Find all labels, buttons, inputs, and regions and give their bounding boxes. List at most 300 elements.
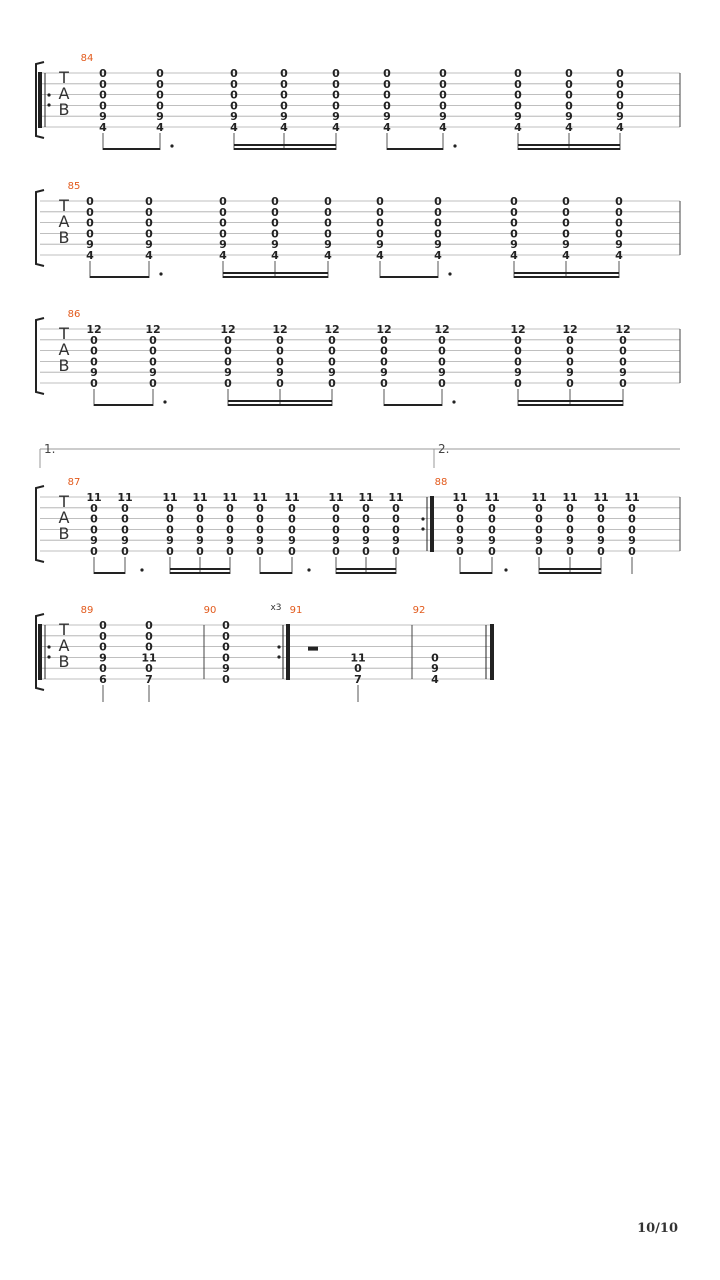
- fret-number: 0: [510, 227, 518, 241]
- tab-clef-letter: A: [58, 84, 70, 103]
- repeat-end-thick-bar: [286, 624, 290, 680]
- fret-number: 0: [535, 501, 543, 515]
- fret-number: 0: [383, 99, 391, 113]
- fret-number: 11: [284, 491, 300, 504]
- beam: [234, 144, 336, 146]
- beam: [518, 404, 623, 406]
- tab-clef-letter: A: [58, 508, 70, 527]
- measure-number: 85: [67, 181, 81, 192]
- fret-number: 0: [392, 512, 400, 526]
- fret-number: 4: [99, 121, 107, 134]
- fret-number: 0: [566, 523, 574, 537]
- fret-number: 0: [90, 377, 98, 390]
- fret-number: 0: [628, 545, 636, 558]
- fret-number: 9: [328, 366, 336, 380]
- fret-number: 0: [488, 523, 496, 537]
- fret-number: 0: [149, 344, 157, 358]
- fret-number: 0: [256, 545, 264, 558]
- fret-number: 0: [439, 67, 447, 80]
- fret-number: 4: [156, 121, 164, 134]
- beam: [518, 400, 623, 402]
- fret-number: 0: [332, 88, 340, 102]
- repeat-dot: [421, 527, 424, 530]
- fret-number: 0: [271, 216, 279, 230]
- measure-number: 89: [80, 605, 94, 616]
- fret-number: 0: [166, 523, 174, 537]
- fret-number: 12: [510, 323, 526, 336]
- fret-number: 0: [196, 523, 204, 537]
- fret-number: 0: [276, 355, 284, 369]
- measure-number: 90: [203, 605, 217, 616]
- fret-number: 0: [488, 501, 496, 515]
- fret-number: 9: [616, 110, 624, 124]
- fret-number: 9: [380, 366, 388, 380]
- fret-number: 0: [514, 77, 522, 91]
- rhythm-dot: [159, 272, 162, 275]
- fret-number: 0: [619, 333, 627, 347]
- fret-number: 11: [358, 491, 374, 504]
- fret-number: 9: [99, 110, 107, 124]
- fret-number: 9: [166, 534, 174, 548]
- fret-number: 0: [332, 67, 340, 80]
- fret-number: 7: [145, 673, 153, 686]
- fret-number: 0: [226, 512, 234, 526]
- fret-number: 11: [452, 491, 468, 504]
- fret-number: 9: [562, 238, 570, 252]
- fret-number: 0: [616, 77, 624, 91]
- fret-number: 9: [99, 651, 107, 665]
- fret-number: 0: [156, 77, 164, 91]
- tab-clef-letter: B: [58, 228, 70, 247]
- fret-number: 4: [439, 121, 447, 134]
- fret-number: 0: [222, 673, 230, 686]
- fret-number: 4: [514, 121, 522, 134]
- fret-number: 0: [535, 523, 543, 537]
- fret-number: 9: [121, 534, 129, 548]
- fret-number: 0: [226, 523, 234, 537]
- beam: [460, 572, 492, 574]
- fret-number: 12: [86, 323, 102, 336]
- fret-number: 0: [565, 88, 573, 102]
- fret-number: 9: [566, 534, 574, 548]
- fret-number: 0: [288, 512, 296, 526]
- fret-number: 0: [376, 205, 384, 219]
- fret-number: 0: [145, 662, 153, 676]
- beam: [223, 276, 328, 278]
- fret-number: 0: [90, 333, 98, 347]
- fret-number: 0: [166, 512, 174, 526]
- fret-number: 9: [288, 534, 296, 548]
- tab-clef-letter: T: [59, 68, 69, 87]
- fret-number: 0: [566, 355, 574, 369]
- fret-number: 0: [616, 88, 624, 102]
- fret-number: 0: [514, 88, 522, 102]
- fret-number: 0: [456, 523, 464, 537]
- fret-number: 0: [510, 195, 518, 208]
- fret-number: 9: [219, 238, 227, 252]
- fret-number: 9: [90, 534, 98, 548]
- fret-number: 4: [616, 121, 624, 134]
- fret-number: 4: [562, 249, 570, 262]
- fret-number: 0: [383, 67, 391, 80]
- fret-number: 0: [354, 662, 362, 676]
- fret-number: 0: [145, 205, 153, 219]
- beam: [514, 272, 619, 274]
- fret-number: 0: [362, 512, 370, 526]
- fret-number: 0: [439, 99, 447, 113]
- fret-number: 0: [230, 77, 238, 91]
- fret-number: 0: [271, 205, 279, 219]
- fret-number: 0: [438, 377, 446, 390]
- fret-number: 4: [280, 121, 288, 134]
- fret-number: 0: [535, 512, 543, 526]
- fret-number: 9: [488, 534, 496, 548]
- fret-number: 0: [86, 205, 94, 219]
- fret-number: 0: [619, 377, 627, 390]
- fret-number: 0: [566, 377, 574, 390]
- fret-number: 0: [456, 512, 464, 526]
- fret-number: 0: [514, 355, 522, 369]
- fret-number: 9: [156, 110, 164, 124]
- page-number: 10/10: [637, 1221, 678, 1236]
- fret-number: 0: [276, 344, 284, 358]
- measure-number: 84: [80, 53, 94, 64]
- fret-number: 9: [510, 238, 518, 252]
- fret-number: 0: [121, 512, 129, 526]
- fret-number: 0: [376, 195, 384, 208]
- fret-number: 12: [376, 323, 392, 336]
- fret-number: 7: [354, 673, 362, 686]
- fret-number: 0: [456, 501, 464, 515]
- fret-number: 9: [90, 366, 98, 380]
- fret-number: 11: [141, 651, 157, 665]
- fret-number: 0: [392, 545, 400, 558]
- fret-number: 9: [383, 110, 391, 124]
- beam: [387, 148, 443, 150]
- fret-number: 0: [514, 344, 522, 358]
- fret-number: 0: [222, 640, 230, 654]
- fret-number: 0: [562, 205, 570, 219]
- repeat-dot: [47, 103, 50, 106]
- fret-number: 0: [566, 545, 574, 558]
- fret-number: 0: [226, 545, 234, 558]
- fret-number: 0: [488, 545, 496, 558]
- fret-number: 4: [230, 121, 238, 134]
- fret-number: 0: [86, 227, 94, 241]
- fret-number: 0: [438, 333, 446, 347]
- fret-number: 0: [562, 195, 570, 208]
- fret-number: 4: [434, 249, 442, 262]
- fret-number: 9: [145, 238, 153, 252]
- fret-number: 9: [362, 534, 370, 548]
- beam: [336, 572, 396, 574]
- beam: [384, 404, 442, 406]
- fret-number: 0: [332, 99, 340, 113]
- fret-number: 0: [565, 67, 573, 80]
- measure-number: 92: [412, 605, 426, 616]
- fret-number: 0: [145, 629, 153, 643]
- tab-clef-letter: B: [58, 100, 70, 119]
- fret-number: 0: [439, 77, 447, 91]
- beam: [518, 148, 620, 150]
- fret-number: 9: [514, 110, 522, 124]
- fret-number: 11: [328, 491, 344, 504]
- beam: [514, 276, 619, 278]
- fret-number: 9: [332, 110, 340, 124]
- beam: [228, 404, 332, 406]
- fret-number: 0: [383, 77, 391, 91]
- fret-number: 0: [566, 333, 574, 347]
- fret-number: 4: [86, 249, 94, 262]
- fret-number: 0: [99, 77, 107, 91]
- rhythm-dot: [452, 400, 455, 403]
- fret-number: 0: [434, 216, 442, 230]
- fret-number: 0: [121, 501, 129, 515]
- fret-number: 0: [90, 501, 98, 515]
- fret-number: 0: [121, 545, 129, 558]
- fret-number: 0: [90, 545, 98, 558]
- fret-number: 9: [565, 110, 573, 124]
- fret-number: 4: [145, 249, 153, 262]
- fret-number: 0: [597, 545, 605, 558]
- fret-number: 11: [388, 491, 404, 504]
- fret-number: 0: [276, 333, 284, 347]
- volta-1-label: 1.: [44, 442, 56, 456]
- fret-number: 0: [332, 545, 340, 558]
- fret-number: 0: [380, 333, 388, 347]
- measure-number: 88: [434, 477, 448, 488]
- fret-number: 0: [619, 355, 627, 369]
- fret-number: 0: [219, 216, 227, 230]
- fret-number: 4: [383, 121, 391, 134]
- fret-number: 0: [86, 195, 94, 208]
- rhythm-dot: [453, 144, 456, 147]
- fret-number: 9: [431, 662, 439, 676]
- fret-number: 4: [219, 249, 227, 262]
- fret-number: 0: [90, 512, 98, 526]
- fret-number: 0: [383, 88, 391, 102]
- repeat-start-thick-bar: [38, 624, 42, 680]
- fret-number: 4: [376, 249, 384, 262]
- fret-number: 0: [280, 77, 288, 91]
- fret-number: 0: [628, 523, 636, 537]
- fret-number: 4: [324, 249, 332, 262]
- volta-2-label: 2.: [438, 442, 450, 456]
- fret-number: 0: [156, 99, 164, 113]
- repeat-dot: [47, 93, 50, 96]
- fret-number: 0: [288, 545, 296, 558]
- fret-number: 0: [280, 99, 288, 113]
- fret-number: 11: [117, 491, 133, 504]
- fret-number: 0: [224, 333, 232, 347]
- fret-number: 0: [280, 67, 288, 80]
- fret-number: 6: [99, 673, 107, 686]
- fret-number: 0: [332, 523, 340, 537]
- fret-number: 11: [531, 491, 547, 504]
- fret-number: 0: [562, 227, 570, 241]
- fret-number: 12: [324, 323, 340, 336]
- fret-number: 0: [99, 662, 107, 676]
- fret-number: 0: [224, 344, 232, 358]
- fret-number: 0: [431, 651, 439, 665]
- fret-number: 0: [222, 619, 230, 632]
- fret-number: 4: [431, 673, 439, 686]
- fret-number: 9: [224, 366, 232, 380]
- fret-number: 0: [392, 501, 400, 515]
- fret-number: 11: [593, 491, 609, 504]
- fret-number: 0: [99, 88, 107, 102]
- fret-number: 11: [192, 491, 208, 504]
- fret-number: 0: [90, 523, 98, 537]
- fret-number: 0: [332, 512, 340, 526]
- fret-number: 0: [324, 216, 332, 230]
- rhythm-dot: [307, 568, 310, 571]
- fret-number: 0: [616, 67, 624, 80]
- fret-number: 9: [434, 238, 442, 252]
- fret-number: 0: [562, 216, 570, 230]
- repeat-dot: [421, 517, 424, 520]
- beam: [260, 572, 292, 574]
- fret-number: 0: [628, 501, 636, 515]
- fret-number: 9: [628, 534, 636, 548]
- fret-number: 0: [99, 619, 107, 632]
- fret-number: 0: [196, 512, 204, 526]
- rhythm-dot: [140, 568, 143, 571]
- fret-number: 9: [619, 366, 627, 380]
- fret-number: 0: [438, 344, 446, 358]
- fret-number: 0: [565, 77, 573, 91]
- beam: [223, 272, 328, 274]
- rhythm-dot: [448, 272, 451, 275]
- fret-number: 9: [456, 534, 464, 548]
- repeat-count-label: x3: [270, 603, 282, 613]
- fret-number: 12: [220, 323, 236, 336]
- fret-number: 0: [149, 355, 157, 369]
- fret-number: 11: [86, 491, 102, 504]
- beam: [336, 568, 396, 570]
- fret-number: 0: [121, 523, 129, 537]
- repeat-start-thick-bar: [38, 72, 42, 128]
- fret-number: 11: [252, 491, 268, 504]
- fret-number: 0: [86, 216, 94, 230]
- fret-number: 0: [619, 344, 627, 358]
- fret-number: 0: [456, 545, 464, 558]
- fret-number: 0: [145, 216, 153, 230]
- fret-number: 0: [514, 67, 522, 80]
- repeat-end-thick-bar: [430, 496, 434, 552]
- fret-number: 11: [350, 651, 366, 665]
- fret-number: 0: [514, 333, 522, 347]
- fret-number: 0: [280, 88, 288, 102]
- fret-number: 0: [376, 216, 384, 230]
- beam: [228, 400, 332, 402]
- final-thick-bar: [490, 624, 494, 680]
- fret-number: 0: [566, 501, 574, 515]
- rhythm-dot: [504, 568, 507, 571]
- beam: [94, 404, 153, 406]
- fret-number: 9: [86, 238, 94, 252]
- fret-number: 0: [149, 377, 157, 390]
- fret-number: 9: [615, 238, 623, 252]
- measure-number: 87: [67, 477, 81, 488]
- fret-number: 0: [224, 355, 232, 369]
- fret-number: 0: [226, 501, 234, 515]
- fret-number: 9: [149, 366, 157, 380]
- fret-number: 0: [196, 545, 204, 558]
- fret-number: 9: [324, 238, 332, 252]
- fret-number: 0: [224, 377, 232, 390]
- fret-number: 0: [565, 99, 573, 113]
- tab-clef-letter: B: [58, 356, 70, 375]
- tab-clef-letter: B: [58, 652, 70, 671]
- fret-number: 0: [597, 501, 605, 515]
- repeat-dot: [47, 645, 50, 648]
- fret-number: 9: [597, 534, 605, 548]
- fret-number: 0: [615, 216, 623, 230]
- fret-number: 0: [145, 227, 153, 241]
- tab-clef-letter: T: [59, 196, 69, 215]
- rhythm-dot: [170, 144, 173, 147]
- fret-number: 0: [434, 205, 442, 219]
- fret-number: 0: [99, 629, 107, 643]
- repeat-dot: [47, 655, 50, 658]
- fret-number: 9: [271, 238, 279, 252]
- fret-number: 4: [565, 121, 573, 134]
- fret-number: 9: [535, 534, 543, 548]
- fret-number: 9: [230, 110, 238, 124]
- fret-number: 12: [145, 323, 161, 336]
- fret-number: 0: [256, 523, 264, 537]
- tab-clef-letter: A: [58, 636, 70, 655]
- tab-clef-letter: A: [58, 340, 70, 359]
- fret-number: 0: [380, 344, 388, 358]
- fret-number: 0: [328, 333, 336, 347]
- fret-number: 0: [597, 523, 605, 537]
- fret-number: 0: [439, 88, 447, 102]
- fret-number: 0: [380, 377, 388, 390]
- fret-number: 0: [510, 205, 518, 219]
- fret-number: 9: [392, 534, 400, 548]
- fret-number: 0: [434, 227, 442, 241]
- fret-number: 0: [328, 355, 336, 369]
- fret-number: 0: [99, 67, 107, 80]
- fret-number: 0: [328, 377, 336, 390]
- fret-number: 12: [434, 323, 450, 336]
- fret-number: 0: [376, 227, 384, 241]
- tab-clef-letter: T: [59, 620, 69, 639]
- fret-number: 0: [616, 99, 624, 113]
- fret-number: 9: [276, 366, 284, 380]
- tab-clef-letter: B: [58, 524, 70, 543]
- fret-number: 0: [332, 501, 340, 515]
- fret-number: 9: [226, 534, 234, 548]
- fret-number: 0: [230, 67, 238, 80]
- fret-number: 4: [510, 249, 518, 262]
- fret-number: 0: [488, 512, 496, 526]
- fret-number: 0: [156, 67, 164, 80]
- fret-number: 4: [332, 121, 340, 134]
- fret-number: 11: [162, 491, 178, 504]
- fret-number: 0: [514, 377, 522, 390]
- fret-number: 0: [276, 377, 284, 390]
- beam: [234, 148, 336, 150]
- fret-number: 12: [562, 323, 578, 336]
- fret-number: 0: [271, 195, 279, 208]
- fret-number: 9: [376, 238, 384, 252]
- fret-number: 0: [219, 205, 227, 219]
- fret-number: 0: [324, 205, 332, 219]
- tab-clef-letter: T: [59, 324, 69, 343]
